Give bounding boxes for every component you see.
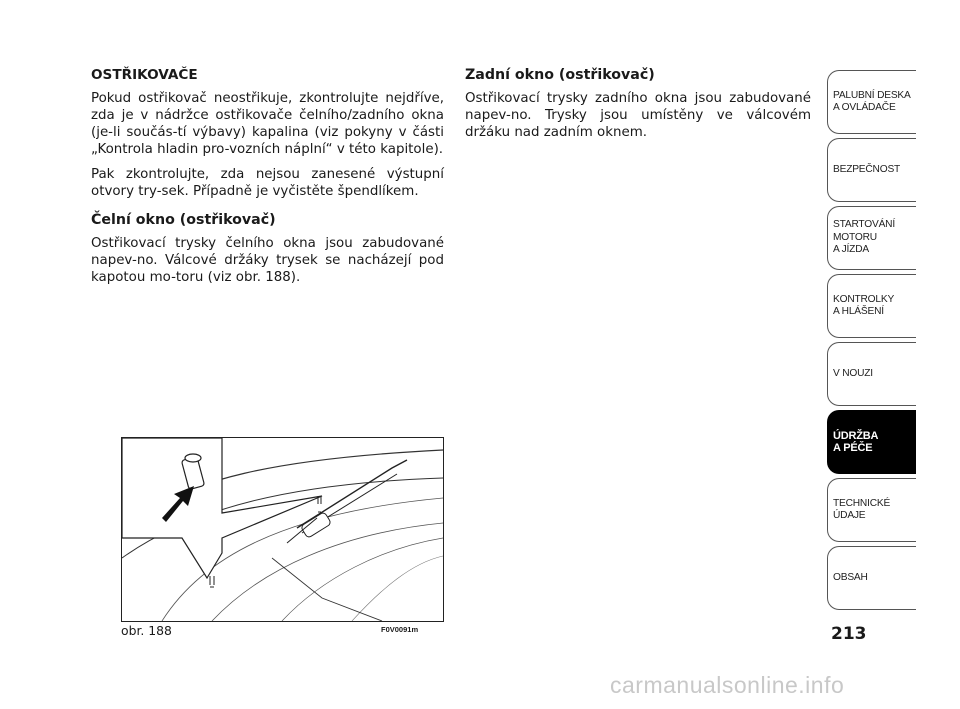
- section-heading: OSTŘIKOVAČE: [91, 67, 198, 83]
- tab-palubni-deska[interactable]: [827, 70, 916, 134]
- tab-label: STARTOVÁNÍ MOTORU A JÍZDA: [833, 219, 895, 256]
- tab-v-nouzi[interactable]: [827, 342, 916, 406]
- tab-technicke-udaje[interactable]: [827, 478, 916, 542]
- tab-label: ÚDRŽBA A PÉČE: [833, 429, 879, 454]
- tab-label: PALUBNÍ DESKA A OVLÁDAČE: [833, 89, 911, 113]
- paragraph: Pak zkontrolujte, zda nejsou zanesené výstupní otvory try-sek. Případně je vyčistěte špendlíkem.: [91, 167, 444, 199]
- tab-kontrolky[interactable]: [827, 274, 916, 338]
- tab-startovani[interactable]: [827, 206, 916, 270]
- tab-label: BEZPEČNOST: [833, 163, 901, 175]
- washer-illustration: [122, 438, 443, 621]
- paragraph: Ostřikovací trysky zadního okna jsou zabudované napev-no. Trysky jsou umístěny ve válcovém držáku nad zadním oknem.: [465, 91, 811, 140]
- page-number: 213: [831, 624, 867, 644]
- tab-bezpecnost[interactable]: [827, 138, 916, 202]
- tab-label: OBSAH: [833, 571, 868, 583]
- paragraph: Ostřikovací trysky čelního okna jsou zabudované napev-no. Válcové držáky trysek se nacházejí pod kapotou mo-toru (viz obr. 188).: [91, 236, 444, 285]
- tab-label: KONTROLKY A HLÁŠENÍ: [833, 293, 895, 317]
- figure-code: F0V0091m: [381, 625, 419, 634]
- chapter-tabs: [827, 70, 916, 614]
- figure-188: [121, 437, 444, 622]
- left-column: [91, 67, 444, 294]
- tab-label: TECHNICKÉ ÚDAJE: [833, 497, 891, 521]
- tab-label: V NOUZI: [833, 367, 873, 379]
- paragraph: Pokud ostřikovač neostřikuje, zkontrolujte nejdříve, zda je v nádržce ostřikovače čelního/zadního okna (je-li součás-tí výbavy) kapalina (viz pokyny v části „Kontrola hladin pro-vozních náplní“ v této kapitole).: [91, 91, 444, 157]
- tab-obsah[interactable]: [827, 546, 916, 610]
- subheading-rear-window: Zadní okno (ostřikovač): [465, 67, 655, 83]
- right-column: [465, 67, 811, 149]
- tab-udrzba[interactable]: [827, 410, 916, 474]
- watermark: carmanualsonline.info: [610, 672, 845, 698]
- subheading-front-window: Čelní okno (ostřikovač): [91, 212, 276, 228]
- figure-caption: obr. 188: [121, 623, 172, 638]
